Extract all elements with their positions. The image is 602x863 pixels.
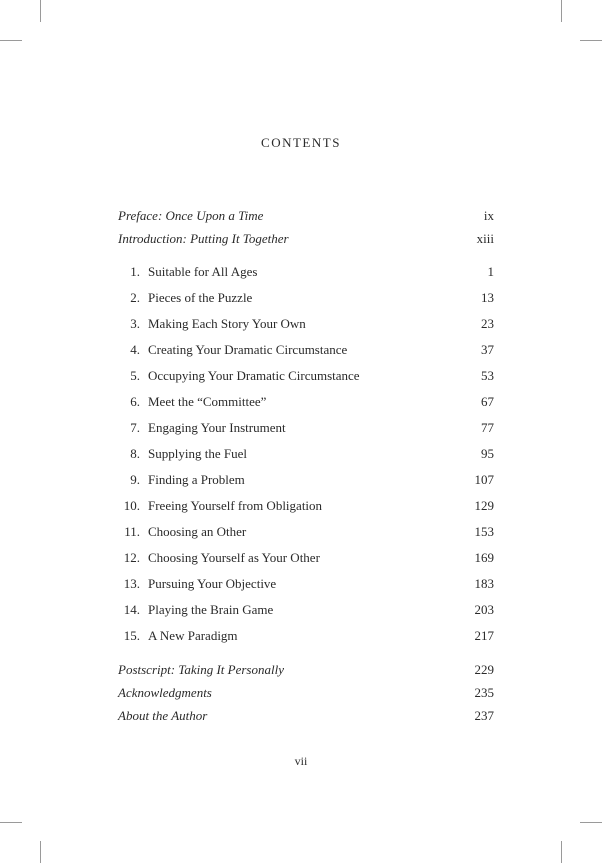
toc-entry-page: ix xyxy=(483,208,494,223)
toc-entry xyxy=(118,658,494,681)
crop-mark xyxy=(580,40,602,41)
toc-entry-page: 37 xyxy=(481,342,494,357)
toc-entry-page: 169 xyxy=(474,550,494,565)
chapter-number: 10. xyxy=(123,498,140,513)
chapter-number: 9. xyxy=(130,472,140,487)
chapter-number: 8. xyxy=(130,446,140,461)
toc-entry xyxy=(118,285,494,311)
page-title: CONTENTS xyxy=(261,135,341,150)
toc-entry xyxy=(118,441,494,467)
toc-entry-label: Making Each Story Your Own xyxy=(148,316,306,331)
toc-entry xyxy=(118,363,494,389)
chapter-number: 2. xyxy=(130,290,140,305)
toc-entry xyxy=(118,311,494,337)
toc-entry-label: Acknowledgments xyxy=(118,685,212,700)
toc-entry-page: 229 xyxy=(474,662,494,677)
toc-entry xyxy=(118,337,494,363)
toc-entry-label: Introduction: Putting It Together xyxy=(118,231,289,246)
toc-entry-label: Supplying the Fuel xyxy=(148,446,247,461)
toc-entry-page: 1 xyxy=(487,264,494,279)
toc-entry xyxy=(118,545,494,571)
toc-entry xyxy=(118,415,494,441)
toc-entry xyxy=(118,571,494,597)
crop-mark xyxy=(561,0,562,22)
toc-entry xyxy=(118,493,494,519)
toc-entry-page: 13 xyxy=(481,290,494,305)
toc-entry-label: Freeing Yourself from Obligation xyxy=(148,498,323,513)
toc-entry-page: 53 xyxy=(481,368,494,383)
toc-entry-label: Engaging Your Instrument xyxy=(148,420,286,435)
page-number: vii xyxy=(294,754,308,768)
toc-entry-page: 67 xyxy=(481,394,494,409)
chapter-number: 1. xyxy=(130,264,140,279)
toc-entry-page: 235 xyxy=(474,685,494,700)
toc-entry-label: Creating Your Dramatic Circumstance xyxy=(148,342,348,357)
toc-entry xyxy=(118,204,494,227)
toc-entry xyxy=(118,623,494,649)
toc-entry-page: 203 xyxy=(474,602,494,617)
chapter-number: 4. xyxy=(130,342,140,357)
crop-mark xyxy=(40,0,41,22)
toc-entry-page: 217 xyxy=(474,628,494,643)
chapter-number: 7. xyxy=(130,420,140,435)
toc-entry-label: Playing the Brain Game xyxy=(148,602,274,617)
back-matter-list xyxy=(118,658,494,727)
toc-entry-page: 77 xyxy=(481,420,494,435)
toc-entry-page: 237 xyxy=(474,708,494,723)
toc-entry xyxy=(118,597,494,623)
toc-entry-page: 153 xyxy=(474,524,494,539)
toc-entry xyxy=(118,389,494,415)
toc-entry-label: Finding a Problem xyxy=(148,472,245,487)
toc-entry-label: Pursuing Your Objective xyxy=(148,576,277,591)
chapter-number: 12. xyxy=(123,550,140,565)
toc-entry-page: 95 xyxy=(481,446,494,461)
toc-entry-page: 183 xyxy=(474,576,494,591)
toc-entry xyxy=(118,681,494,704)
chapter-number: 13. xyxy=(123,576,140,591)
toc-entry-label: A New Paradigm xyxy=(148,628,238,643)
crop-mark xyxy=(0,822,22,823)
chapter-number: 3. xyxy=(130,316,140,331)
toc-entry-label: Postscript: Taking It Personally xyxy=(118,662,284,677)
crop-mark xyxy=(561,841,562,863)
chapter-number: 15. xyxy=(123,628,140,643)
toc-entry-label: Meet the “Committee” xyxy=(148,394,267,409)
toc-entry xyxy=(118,519,494,545)
chapter-number: 14. xyxy=(123,602,140,617)
crop-mark xyxy=(580,822,602,823)
toc-entry-page: 129 xyxy=(474,498,494,513)
chapter-number: 11. xyxy=(124,524,140,539)
toc-entry-page: 23 xyxy=(481,316,494,331)
toc-entry-label: Choosing an Other xyxy=(148,524,247,539)
toc-entry-label: Suitable for All Ages xyxy=(148,264,258,279)
toc-entry xyxy=(118,467,494,493)
front-matter-list xyxy=(118,204,494,250)
toc-entry-label: About the Author xyxy=(118,708,208,723)
toc-entry-label: Choosing Yourself as Your Other xyxy=(148,550,320,565)
toc-entry xyxy=(118,704,494,727)
toc-entry-label: Preface: Once Upon a Time xyxy=(118,208,264,223)
chapter-number: 6. xyxy=(130,394,140,409)
chapter-list xyxy=(118,259,494,649)
toc-entry-page: 107 xyxy=(474,472,494,487)
toc-entry-label: Pieces of the Puzzle xyxy=(148,290,253,305)
toc-entry-label: Occupying Your Dramatic Circumstance xyxy=(148,368,360,383)
crop-mark xyxy=(0,40,22,41)
toc-entry-page: xiii xyxy=(476,231,494,246)
toc-entry xyxy=(118,259,494,285)
chapter-number: 5. xyxy=(130,368,140,383)
toc-entry xyxy=(118,227,494,250)
crop-mark xyxy=(40,841,41,863)
